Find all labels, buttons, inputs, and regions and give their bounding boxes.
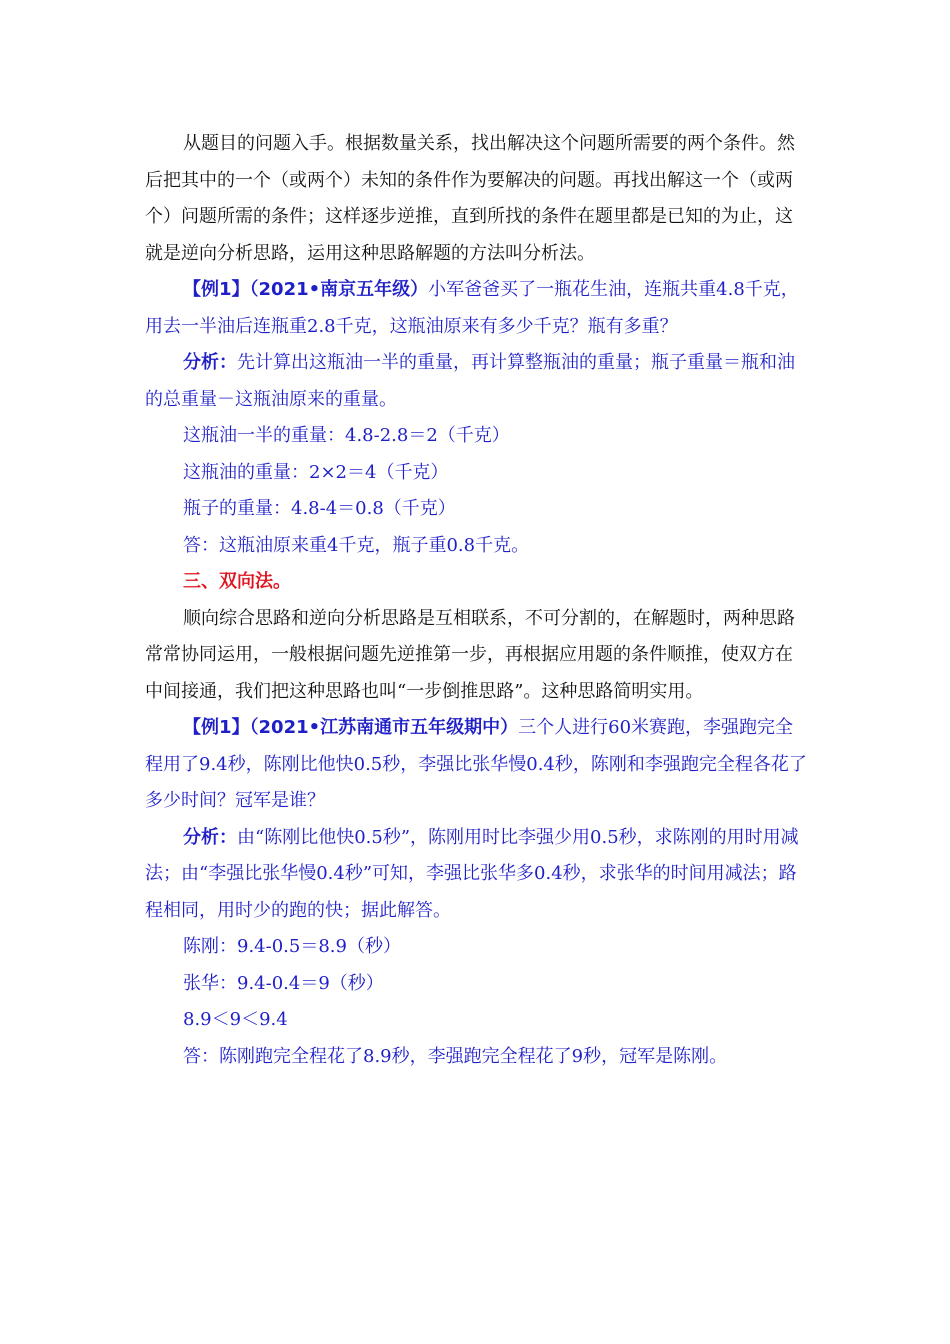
example2-analysis: [145, 820, 810, 930]
example2-answer: 答：陈刚跑完全程花了8.9秒，李强跑完全程花了9秒，冠军是陈刚。: [183, 1045, 728, 1067]
example2-step-1: 陈刚：9.4-0.5＝8.9（秒）: [183, 936, 401, 957]
example1-step-1: 这瓶油一半的重量：4.8-2.8＝2（千克）: [183, 425, 510, 446]
example1-tag: 【例1】（2021•南京五年级）: [183, 279, 429, 300]
example2-step-2: 张华：9.4-0.4＝9（秒）: [183, 972, 384, 994]
example1-step-3: 瓶子的重量：4.8-4＝0.8（千克）: [183, 498, 456, 519]
example2-question: [145, 710, 810, 820]
example2-analysis-label: 分析：: [183, 826, 237, 848]
example1-answer: 答：这瓶油原来重4千克，瓶子重0.8千克。: [183, 534, 530, 556]
example1-analysis-text: 先计算出这瓶油一半的重量，再计算整瓶油的重量；瓶子重量＝瓶和油的总重量－这瓶油原来的重量。: [145, 352, 795, 410]
example1-question-text: 小军爸爸买了一瓶花生油，连瓶共重4.8千克，用去一半油后连瓶重2.8千克，这瓶油原来有多少千克？瓶有多重？: [145, 279, 799, 337]
example1-step-2: 这瓶油的重量：2×2＝4（千克）: [183, 461, 449, 483]
example1-analysis: [145, 345, 810, 418]
example2-question-text: 三个人进行60米赛跑，李强跑完全程用了9.4秒，陈刚比他快0.5秒，李强比张华慢0.4秒，陈刚和李强跑完全程各花了多少时间？冠军是谁？: [145, 717, 807, 811]
section2-paragraph: 从题目的问题入手。根据数量关系，找出解决这个问题所需要的两个条件。然后把其中的一个（或两个）未知的条件作为要解决的问题。再找出解这一个（或两个）问题所需的条件；这样逐步逆推，直到所找的条件在题里都是已知的为止，这就是逆向分析思路，运用这种思路解题的方法叫分析法。: [145, 133, 795, 264]
document-content: [145, 126, 810, 1075]
example2-tag: 【例1】（2021•江苏南通市五年级期中）: [183, 717, 519, 738]
example2-analysis-text: 由“陈刚比他快0.5秒”，陈刚用时比李强少用0.5秒，求陈刚的用时用减法；由“李强比张华慢0.4秒”可知，李强比张华多0.4秒，求张华的时间用减法；路程相同，用时少的跑的快；据此解答。: [145, 826, 799, 921]
section3-heading: 三、双向法。: [183, 571, 291, 592]
example1-analysis-label: 分析：: [183, 352, 237, 373]
example1-question: [145, 272, 810, 345]
example2-step-3: 8.9＜9＜9.4: [183, 1009, 288, 1030]
section3-paragraph: 顺向综合思路和逆向分析思路是互相联系，不可分割的，在解题时，两种思路常常协同运用，一般根据问题先逆推第一步，再根据应用题的条件顺推，使双方在中间接通，我们把这种思路也叫“一步倒推思路”。这种思路简明实用。: [145, 607, 795, 702]
